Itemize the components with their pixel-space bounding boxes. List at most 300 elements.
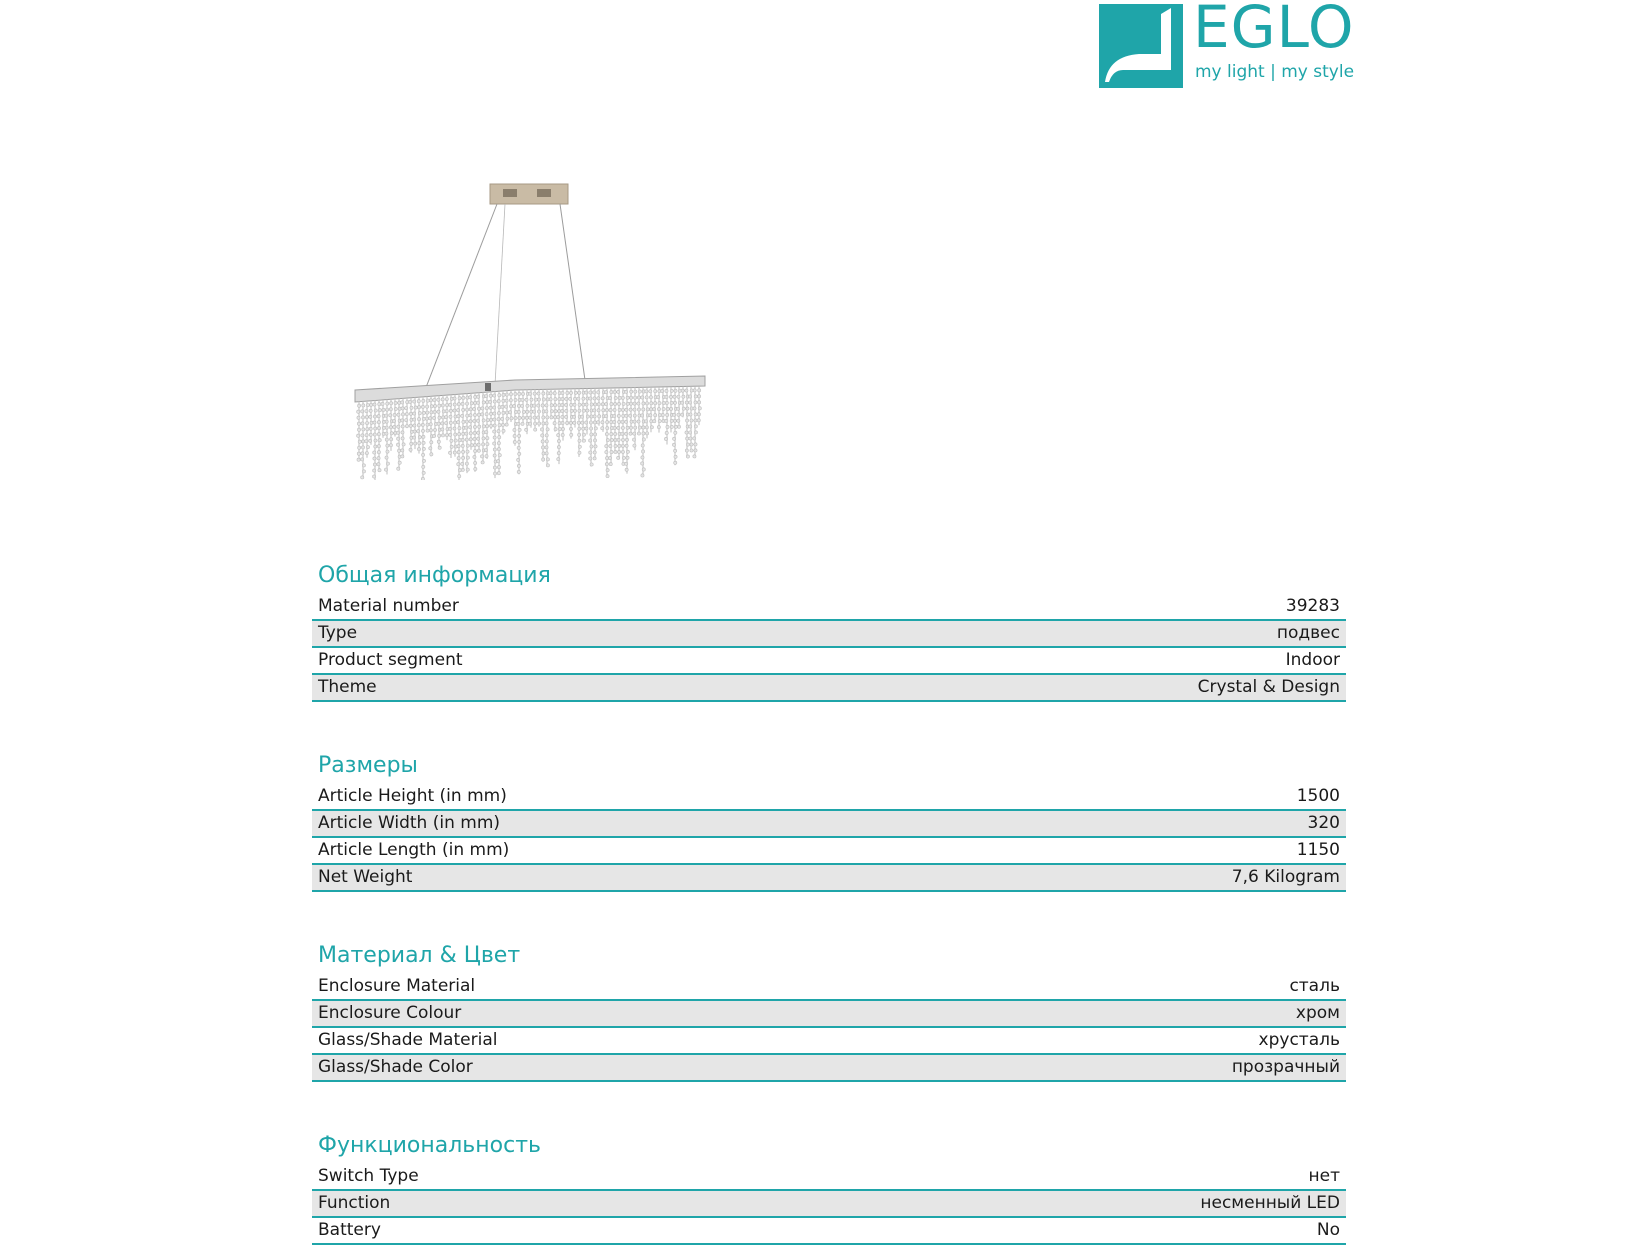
spec-row bbox=[312, 865, 1346, 892]
crystal-bead bbox=[441, 398, 444, 401]
crystal-bead bbox=[505, 411, 508, 414]
crystal-bead bbox=[366, 404, 369, 407]
crystal-bead bbox=[462, 450, 465, 453]
crystal-bead bbox=[417, 406, 420, 409]
crystal-bead bbox=[421, 477, 424, 480]
crystal-bead bbox=[545, 434, 548, 437]
crystal-bead bbox=[574, 391, 577, 394]
crystal-bead bbox=[497, 448, 500, 451]
crystal-bead bbox=[473, 413, 476, 416]
crystal-bead bbox=[445, 398, 448, 401]
crystal-bead bbox=[362, 470, 365, 473]
crystal-bead bbox=[586, 415, 589, 418]
crystal-bead bbox=[649, 390, 652, 393]
crystal-bead bbox=[598, 415, 601, 418]
crystal-bead bbox=[453, 397, 456, 400]
crystal-bead bbox=[518, 452, 521, 455]
crystal-bead bbox=[685, 401, 688, 404]
crystal-bead bbox=[565, 397, 568, 400]
crystal-bead bbox=[498, 454, 501, 457]
crystal-bead bbox=[688, 431, 691, 434]
crystal-bead bbox=[665, 431, 668, 434]
crystal-bead bbox=[652, 408, 655, 411]
crystal-bead bbox=[514, 416, 517, 419]
crystal-bead bbox=[477, 407, 480, 410]
crystal-bead bbox=[694, 401, 697, 404]
crystal-bead bbox=[554, 404, 557, 407]
crystal-bead bbox=[369, 403, 372, 406]
crystal-bead bbox=[449, 421, 452, 424]
crystal-bead bbox=[578, 433, 581, 436]
crystal-bead bbox=[409, 448, 412, 451]
crystal-bead bbox=[470, 444, 473, 447]
crystal-bead bbox=[670, 419, 673, 422]
crystal-bead bbox=[421, 423, 424, 426]
crystal-bead bbox=[426, 405, 429, 408]
crystal-bead bbox=[449, 415, 452, 418]
crystal-bead bbox=[614, 396, 617, 399]
crystal-bead bbox=[618, 396, 621, 399]
crystal-bead bbox=[673, 401, 676, 404]
spec-row bbox=[312, 1001, 1346, 1028]
crystal-bead bbox=[485, 413, 488, 416]
crystal-bead bbox=[601, 421, 604, 424]
crystal-bead bbox=[466, 450, 469, 453]
crystal-bead bbox=[582, 397, 585, 400]
crystal-bead bbox=[546, 458, 549, 461]
crystal-bead bbox=[556, 416, 559, 419]
crystal-bead bbox=[669, 395, 672, 398]
crystal-bead bbox=[438, 416, 441, 419]
crystal-bead bbox=[497, 472, 500, 475]
section-title: Функциональность bbox=[318, 1133, 541, 1158]
crystal-bead bbox=[485, 407, 488, 410]
crystal-bead bbox=[505, 393, 508, 396]
spec-value: Indoor bbox=[1285, 650, 1340, 670]
crystal-bead bbox=[694, 413, 697, 416]
crystal-bead bbox=[609, 408, 612, 411]
crystal-bead bbox=[385, 456, 388, 459]
crystal-bead bbox=[450, 445, 453, 448]
crystal-bead bbox=[661, 389, 664, 392]
crystal-bead bbox=[486, 419, 489, 422]
crystal-bead bbox=[457, 463, 460, 466]
crystal-bead bbox=[590, 403, 593, 406]
crystal-bead bbox=[645, 390, 648, 393]
crystal-bead bbox=[570, 403, 573, 406]
crystal-bead bbox=[589, 427, 592, 430]
crystal-bead bbox=[633, 444, 636, 447]
crystal-bead bbox=[561, 409, 564, 412]
crystal-bead bbox=[418, 442, 421, 445]
crystal-bead bbox=[457, 403, 460, 406]
crystal-bead bbox=[374, 445, 377, 448]
crystal-bead bbox=[373, 469, 376, 472]
crystal-bead bbox=[624, 432, 627, 435]
crystal-bead bbox=[578, 445, 581, 448]
crystal-bead bbox=[401, 455, 404, 458]
crystal-bead bbox=[502, 429, 505, 432]
crystal-bead bbox=[397, 413, 400, 416]
crystal-bead bbox=[626, 396, 629, 399]
crystal-bead bbox=[624, 390, 627, 393]
crystal-bead bbox=[582, 439, 585, 442]
spec-row bbox=[312, 1218, 1346, 1245]
crystal-bead bbox=[628, 414, 631, 417]
crystal-bead bbox=[677, 419, 680, 422]
crystal-bead bbox=[401, 401, 404, 404]
crystal-bead bbox=[605, 391, 608, 394]
crystal-bead bbox=[550, 404, 553, 407]
crystal-bead bbox=[396, 443, 399, 446]
crystal-bead bbox=[633, 432, 636, 435]
crystal-bead bbox=[646, 408, 649, 411]
spec-label: Glass/Shade Color bbox=[318, 1057, 473, 1077]
spec-row bbox=[312, 1191, 1346, 1218]
crystal-bead bbox=[694, 419, 697, 422]
crystal-bead bbox=[469, 426, 472, 429]
crystal-bead bbox=[374, 427, 377, 430]
crystal-bead bbox=[589, 421, 592, 424]
crystal-bead bbox=[601, 427, 604, 430]
crystal-bead bbox=[374, 409, 377, 412]
crystal-bead bbox=[625, 414, 628, 417]
crystal-bead bbox=[386, 450, 389, 453]
crystal-bead bbox=[390, 432, 393, 435]
crystal-bead bbox=[426, 411, 429, 414]
crystal-bead bbox=[382, 408, 385, 411]
crystal-bead bbox=[466, 456, 469, 459]
crystal-bead bbox=[473, 437, 476, 440]
crystal-bead bbox=[642, 408, 645, 411]
crystal-bead bbox=[525, 416, 528, 419]
crystal-bead bbox=[410, 406, 413, 409]
crystal-bead bbox=[476, 401, 479, 404]
crystal-bead bbox=[438, 434, 441, 437]
crystal-bead bbox=[542, 458, 545, 461]
crystal-bead bbox=[597, 403, 600, 406]
crystal-bead bbox=[441, 404, 444, 407]
spec-value: No bbox=[1316, 1220, 1340, 1240]
crystal-bead bbox=[369, 409, 372, 412]
crystal-bead bbox=[422, 441, 425, 444]
crystal-bead bbox=[589, 439, 592, 442]
crystal-bead bbox=[481, 407, 484, 410]
crystal-bead bbox=[633, 402, 636, 405]
crystal-bead bbox=[477, 449, 480, 452]
spec-row bbox=[312, 838, 1346, 865]
crystal-bead bbox=[438, 404, 441, 407]
crystal-bead bbox=[633, 396, 636, 399]
crystal-bead bbox=[537, 404, 540, 407]
crystal-bead bbox=[642, 438, 645, 441]
crystal-bead bbox=[462, 396, 465, 399]
crystal-bead bbox=[362, 440, 365, 443]
crystal-bead bbox=[593, 457, 596, 460]
crystal-bead bbox=[513, 434, 516, 437]
crystal-bead bbox=[462, 420, 465, 423]
crystal-bead bbox=[502, 393, 505, 396]
crystal-bead bbox=[517, 470, 520, 473]
crystal-bead bbox=[662, 401, 665, 404]
crystal-bead bbox=[397, 467, 400, 470]
crystal-bead bbox=[445, 422, 448, 425]
brand-logo bbox=[1099, 0, 1355, 90]
crystal-bead bbox=[421, 453, 424, 456]
crystal-bead bbox=[590, 445, 593, 448]
crystal-bead bbox=[513, 428, 516, 431]
crystal-bead bbox=[402, 443, 405, 446]
crystal-bead bbox=[533, 392, 536, 395]
crystal-bead bbox=[694, 395, 697, 398]
crystal-bead bbox=[497, 466, 500, 469]
crystal-bead bbox=[444, 416, 447, 419]
crystal-bead bbox=[377, 451, 380, 454]
crystal-bead bbox=[449, 409, 452, 412]
crystal-bead bbox=[477, 431, 480, 434]
crystal-bead bbox=[385, 432, 388, 435]
crystal-bead bbox=[638, 426, 641, 429]
crystal-bead bbox=[502, 399, 505, 402]
crystal-bead bbox=[650, 426, 653, 429]
crystal-bead bbox=[493, 394, 496, 397]
crystal-bead bbox=[362, 464, 365, 467]
crystal-bead bbox=[357, 410, 360, 413]
crystal-bead bbox=[389, 444, 392, 447]
crystal-bead bbox=[608, 456, 611, 459]
crystal-bead bbox=[578, 427, 581, 430]
brand-wordmark: EGLO bbox=[1193, 0, 1355, 61]
crystal-bead bbox=[697, 419, 700, 422]
crystal-bead bbox=[674, 455, 677, 458]
crystal-bead bbox=[458, 397, 461, 400]
crystal-bead bbox=[521, 422, 524, 425]
crystal-bead bbox=[589, 457, 592, 460]
crystal-bead bbox=[614, 432, 617, 435]
crystal-bead bbox=[489, 418, 492, 421]
crystal-bead bbox=[378, 439, 381, 442]
crystal-bead bbox=[613, 426, 616, 429]
spec-label: Glass/Shade Material bbox=[318, 1030, 498, 1050]
crystal-bead bbox=[654, 402, 657, 405]
crystal-bead bbox=[670, 401, 673, 404]
crystal-bead bbox=[554, 398, 557, 401]
crystal-bead bbox=[642, 426, 645, 429]
crystal-bead bbox=[664, 437, 667, 440]
crystal-bead bbox=[365, 416, 368, 419]
crystal-bead bbox=[613, 390, 616, 393]
crystal-bead bbox=[445, 434, 448, 437]
crystal-bead bbox=[541, 404, 544, 407]
crystal-bead bbox=[605, 409, 608, 412]
crystal-bead bbox=[693, 437, 696, 440]
crystal-bead bbox=[578, 409, 581, 412]
crystal-bead bbox=[622, 402, 625, 405]
spec-label: Type bbox=[318, 623, 358, 643]
spec-value: хром bbox=[1295, 1003, 1340, 1023]
crystal-bead bbox=[634, 426, 637, 429]
crystal-bead bbox=[389, 408, 392, 411]
crystal-bead bbox=[594, 403, 597, 406]
crystal-bead bbox=[369, 439, 372, 442]
crystal-bead bbox=[493, 472, 496, 475]
crystal-bead bbox=[621, 432, 624, 435]
crystal-bead bbox=[649, 396, 652, 399]
crystal-bead bbox=[432, 434, 435, 437]
crystal-bead bbox=[397, 425, 400, 428]
crystal-bead bbox=[432, 416, 435, 419]
crystal-bead bbox=[641, 396, 644, 399]
crystal-bead bbox=[589, 451, 592, 454]
crystal-bead bbox=[493, 424, 496, 427]
crystal-bead bbox=[617, 390, 620, 393]
crystal-bead bbox=[621, 408, 624, 411]
crystal-bead bbox=[661, 413, 664, 416]
crystal-bead bbox=[425, 417, 428, 420]
crystal-bead bbox=[489, 412, 492, 415]
crystal-bead bbox=[582, 409, 585, 412]
crystal-bead bbox=[429, 429, 432, 432]
crystal-bead bbox=[532, 404, 535, 407]
crystal-bead bbox=[545, 452, 548, 455]
section-title: Общая информация bbox=[318, 563, 551, 588]
crystal-bead bbox=[596, 421, 599, 424]
crystal-bead bbox=[657, 408, 660, 411]
crystal-bead bbox=[482, 437, 485, 440]
spec-value: прозрачный bbox=[1231, 1057, 1340, 1077]
crystal-bead bbox=[469, 420, 472, 423]
crystal-bead bbox=[698, 407, 701, 410]
crystal-bead bbox=[386, 462, 389, 465]
crystal-bead bbox=[590, 463, 593, 466]
crystal-bead bbox=[593, 451, 596, 454]
crystal-bead bbox=[448, 451, 451, 454]
crystal-bead bbox=[517, 422, 520, 425]
crystal-bead bbox=[429, 447, 432, 450]
crystal-bead bbox=[582, 427, 585, 430]
crystal-bead bbox=[545, 410, 548, 413]
crystal-bead bbox=[373, 457, 376, 460]
spec-label: Switch Type bbox=[318, 1166, 419, 1186]
crystal-bead bbox=[477, 437, 480, 440]
crystal-bead bbox=[461, 438, 464, 441]
crystal-bead bbox=[614, 450, 617, 453]
crystal-bead bbox=[498, 424, 501, 427]
crystal-bead bbox=[474, 467, 477, 470]
crystal-bead bbox=[597, 409, 600, 412]
crystal-bead bbox=[561, 427, 564, 430]
crystal-bead bbox=[384, 468, 387, 471]
crystal-bead bbox=[413, 412, 416, 415]
crystal-bead bbox=[522, 410, 525, 413]
crystal-bead bbox=[358, 440, 361, 443]
crystal-bead bbox=[497, 418, 500, 421]
crystal-bead bbox=[534, 428, 537, 431]
spec-label: Enclosure Colour bbox=[318, 1003, 462, 1023]
crystal-bead bbox=[477, 395, 480, 398]
crystal-bead bbox=[605, 445, 608, 448]
crystal-bead bbox=[657, 396, 660, 399]
crystal-bead bbox=[633, 408, 636, 411]
crystal-bead bbox=[617, 438, 620, 441]
crystal-bead bbox=[666, 407, 669, 410]
crystal-bead bbox=[513, 440, 516, 443]
crystal-bead bbox=[358, 404, 361, 407]
crystal-bead bbox=[418, 412, 421, 415]
crystal-bead bbox=[641, 414, 644, 417]
crystal-bead bbox=[485, 395, 488, 398]
crystal-bead bbox=[673, 419, 676, 422]
crystal-bead bbox=[457, 421, 460, 424]
crystal-bead bbox=[561, 391, 564, 394]
crystal-bead bbox=[493, 430, 496, 433]
spec-value: нет bbox=[1308, 1166, 1340, 1186]
crystal-bead bbox=[592, 391, 595, 394]
crystal-bead bbox=[614, 444, 617, 447]
crystal-bead bbox=[626, 426, 629, 429]
crystal-bead bbox=[357, 452, 360, 455]
crystal-bead bbox=[505, 399, 508, 402]
crystal-bead bbox=[545, 422, 548, 425]
crystal-bead bbox=[561, 403, 564, 406]
crystal-bead bbox=[609, 444, 612, 447]
crystal-bead bbox=[457, 457, 460, 460]
crystal-bead bbox=[589, 397, 592, 400]
crystal-bead bbox=[578, 391, 581, 394]
crystal-bead bbox=[545, 404, 548, 407]
crystal-bead bbox=[476, 419, 479, 422]
crystal-bead bbox=[369, 427, 372, 430]
crystal-bead bbox=[665, 419, 668, 422]
spec-value: 7,6 Kilogram bbox=[1231, 867, 1340, 887]
spec-label: Enclosure Material bbox=[318, 976, 476, 996]
crystal-bead bbox=[513, 404, 516, 407]
crystal-bead bbox=[565, 415, 568, 418]
crystal-bead bbox=[550, 410, 553, 413]
crystal-bead bbox=[617, 450, 620, 453]
crystal-bead bbox=[361, 410, 364, 413]
crystal-bead bbox=[457, 445, 460, 448]
section-dimensions bbox=[312, 748, 1346, 892]
spec-value: хрусталь bbox=[1258, 1030, 1340, 1050]
crystal-bead bbox=[417, 400, 420, 403]
crystal-bead bbox=[453, 403, 456, 406]
crystal-bead bbox=[437, 422, 440, 425]
crystal-bead bbox=[390, 402, 393, 405]
spec-label: Function bbox=[318, 1193, 391, 1213]
spec-row bbox=[312, 784, 1346, 811]
crystal-bead bbox=[621, 420, 624, 423]
crystal-bead bbox=[517, 404, 520, 407]
crystal-bead bbox=[401, 419, 404, 422]
crystal-bead bbox=[553, 422, 556, 425]
crystal-bead bbox=[518, 392, 521, 395]
crystal-bead bbox=[461, 444, 464, 447]
crystal-bead bbox=[485, 431, 488, 434]
crystal-bead bbox=[618, 408, 621, 411]
crystal-bead bbox=[542, 452, 545, 455]
crystal-bead bbox=[637, 402, 640, 405]
crystal-bead bbox=[534, 422, 537, 425]
crystal-bead bbox=[465, 408, 468, 411]
crystal-bead bbox=[617, 402, 620, 405]
crystal-bead bbox=[430, 405, 433, 408]
crystal-bead bbox=[644, 420, 647, 423]
crystal-bead bbox=[689, 437, 692, 440]
crystal-bead bbox=[457, 451, 460, 454]
crystal-bead bbox=[666, 413, 669, 416]
crystal-bead bbox=[680, 413, 683, 416]
